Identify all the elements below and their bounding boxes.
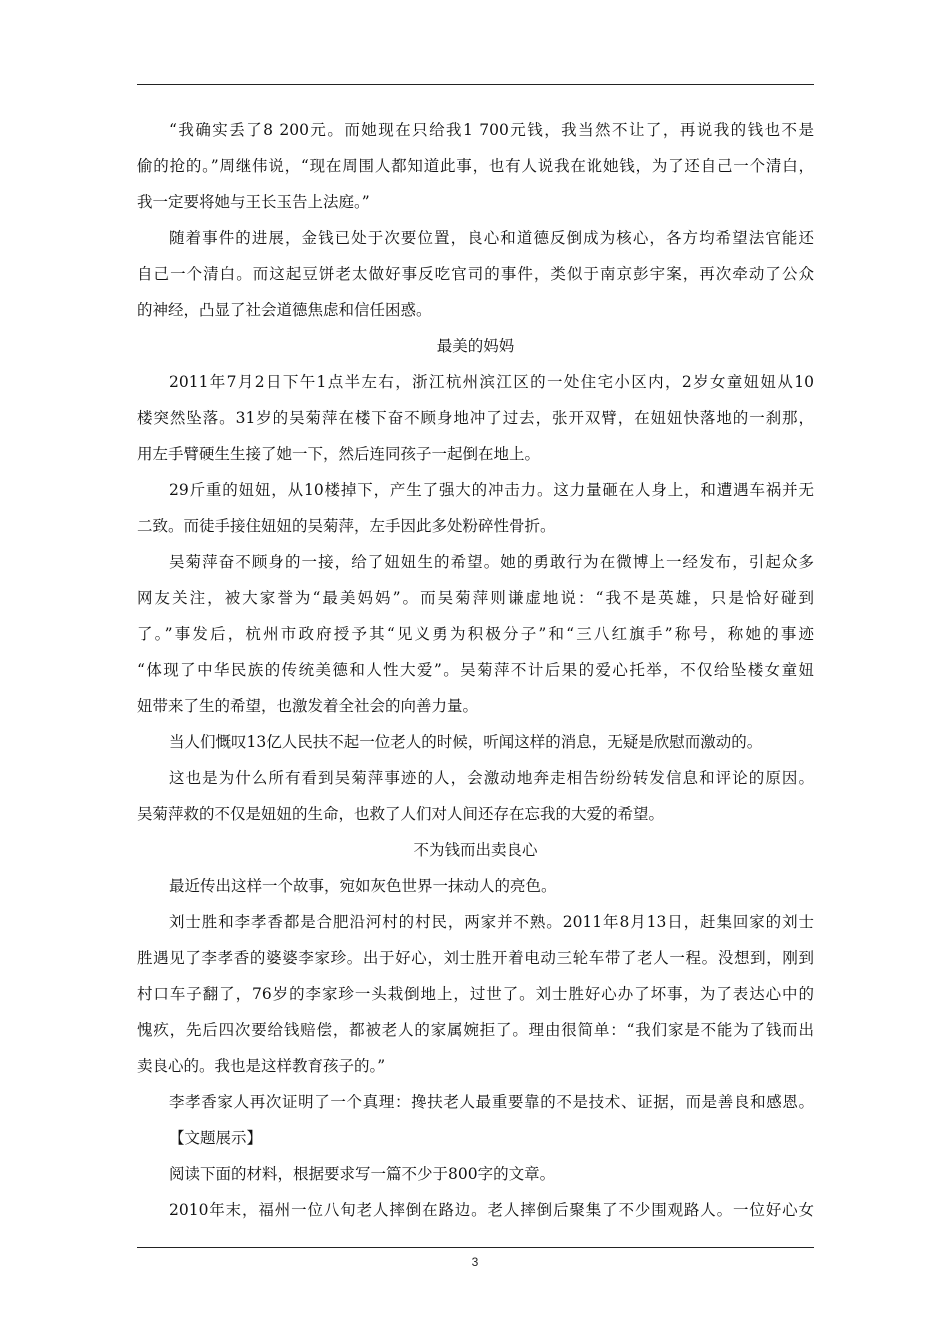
- text-line: 随着事件的进展，金钱已处于次要位置，良心和道德反倒成为核心，各方均希望法官能还: [169, 229, 814, 247]
- text-line: 阅读下面的材料，根据要求写一篇不少于800字的文章。: [169, 1165, 556, 1183]
- text-line: 村口车子翻了，76岁的李家珍一头栽倒地上，过世了。刘士胜好心办了坏事，为了表达心中的: [137, 985, 814, 1003]
- text-line: 了。”事发后，杭州市政府授予其“见义勇为积极分子”和“三八红旗手”称号，称她的事迹: [137, 625, 814, 643]
- text-line: 我一定要将她与王长玉告上法庭。”: [137, 193, 370, 211]
- text-line: 刘士胜和李孝香都是合肥沿河村的村民，两家并不熟。2011年8月13日，赶集回家的刘士: [169, 913, 814, 931]
- text-line: 吴菊萍奋不顾身的一接，给了妞妞生的希望。她的勇敢行为在微博上一经发布，引起众多: [169, 553, 814, 571]
- text-line: 胜遇见了李孝香的婆婆李家珍。出于好心，刘士胜开着电动三轮车带了老人一程。没想到，刚到: [137, 949, 814, 967]
- text-line: 【文题展示】: [169, 1129, 263, 1147]
- text-line: 最近传出这样一个故事，宛如灰色世界一抹动人的亮色。: [169, 877, 557, 895]
- text-line: 楼突然坠落。31岁的吴菊萍在楼下奋不顾身地冲了过去，张开双臂，在妞妞快落地的一刹那，: [137, 409, 814, 427]
- footer-rule: [137, 1247, 814, 1248]
- text-line: 2010年末，福州一位八旬老人摔倒在路边。老人摔倒后聚集了不少围观路人。一位好心女: [169, 1201, 814, 1219]
- text-line: 用左手臂硬生生接了她一下，然后连同孩子一起倒在地上。: [137, 445, 541, 463]
- text-line: 偷的抢的。”周继伟说，“现在周围人都知道此事，也有人说我在讹她钱，为了还自己一个清白，: [137, 157, 814, 175]
- text-line: 李孝香家人再次证明了一个真理：搀扶老人最重要靠的不是技术、证据，而是善良和感恩。: [169, 1093, 814, 1111]
- document-body: [137, 112, 814, 1228]
- text-line: 的神经，凸显了社会道德焦虑和信任困惑。: [137, 301, 432, 319]
- text-line: 吴菊萍救的不仅是妞妞的生命，也救了人们对人间还存在忘我的大爱的希望。: [137, 805, 665, 823]
- section-heading: 最美的妈妈: [436, 337, 515, 355]
- text-line: 2011年7月2日下午1点半左右，浙江杭州滨江区的一处住宅小区内，2岁女童妞妞从10: [169, 373, 814, 391]
- text-line: 这也是为什么所有看到吴菊萍事迹的人，会激动地奔走相告纷纷转发信息和评论的原因。: [169, 769, 814, 787]
- text-line: 当人们慨叹13亿人民扶不起一位老人的时候，听闻这样的消息，无疑是欣慰而激动的。: [169, 733, 763, 751]
- text-line: 自己一个清白。而这起豆饼老太做好事反吃官司的事件，类似于南京彭宇案，再次牵动了公众: [137, 265, 814, 283]
- text-line: “体现了中华民族的传统美德和人性大爱”。吴菊萍不计后果的爱心托举，不仅给坠楼女童妞: [137, 661, 814, 679]
- text-line: 卖良心的。我也是这样教育孩子的。”: [137, 1057, 386, 1075]
- text-line: “我确实丢了8 200元。而她现在只给我1 700元钱，我当然不让了，再说我的钱也不是: [169, 121, 814, 139]
- text-line: 二致。而徒手接住妞妞的吴菊萍，左手因此多处粉碎性骨折。: [137, 517, 556, 535]
- text-line: 愧疚，先后四次要给钱赔偿，都被老人的家属婉拒了。理由很简单：“我们家是不能为了钱而出: [137, 1021, 814, 1039]
- text-line: 网友关注，被大家誉为“最美妈妈”。而吴菊萍则谦虚地说：“我不是英雄，只是恰好碰到: [137, 589, 814, 607]
- text-line: 29斤重的妞妞，从10楼掉下，产生了强大的冲击力。这力量砸在人身上，和遭遇车祸并无: [169, 481, 814, 499]
- page-number: 3: [471, 1255, 479, 1269]
- text-line: 妞带来了生的希望，也激发着全社会的向善力量。: [137, 697, 479, 715]
- header-rule: [137, 84, 814, 85]
- section-heading: 不为钱而出卖良心: [413, 841, 538, 859]
- text-lines: [137, 112, 814, 1228]
